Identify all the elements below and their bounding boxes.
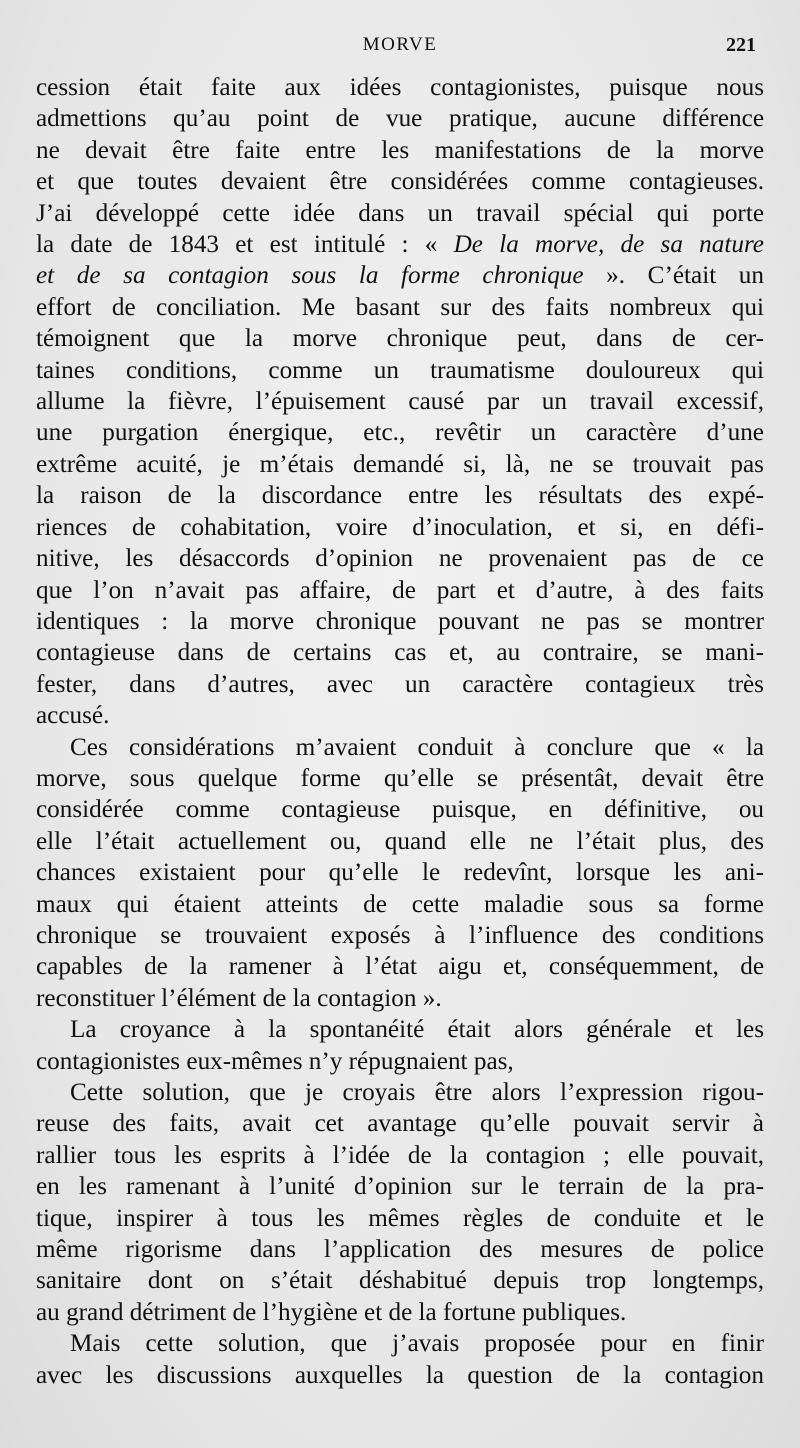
text-line: fester, dans d’autres, avec un caractère contagieux très bbox=[36, 670, 764, 698]
text-line-with-italic-title: et de sa contagion sous la forme chronique ». C’était un bbox=[36, 262, 764, 290]
paragraph-end-line: au grand détriment de l’hygiène et de la fortune publiques. bbox=[36, 1298, 627, 1326]
text-line: chances existaient pour qu’elle le redevînt, lorsque les ani- bbox=[36, 859, 764, 887]
text-line: la raison de la discordance entre les résultats des expé- bbox=[36, 482, 764, 510]
text-line: allume la fièvre, l’épuisement causé par un travail excessif, bbox=[36, 388, 764, 416]
text-line: maux qui étaient atteints de cette maladie sous sa forme bbox=[36, 890, 764, 918]
paragraph-end-line: reconstituer l’élément de la contagion ». bbox=[36, 984, 442, 1012]
text-line: capables de la ramener à l’état aigu et, conséquemment, de bbox=[36, 953, 764, 981]
text-line: riences de cohabitation, voire d’inoculation, et si, en défi- bbox=[36, 513, 764, 541]
text-line: considérée comme contagieuse puisque, en définitive, ou bbox=[36, 796, 764, 824]
text-line: taines conditions, comme un traumatisme douloureux qui bbox=[36, 356, 764, 384]
text-line: J’ai développé cette idée dans un travail spécial qui porte bbox=[36, 199, 764, 227]
body-text bbox=[36, 72, 764, 1391]
text-line: contagieuse dans de certains cas et, au contraire, se mani- bbox=[36, 639, 764, 667]
text-line: chronique se trouvaient exposés à l’influence des conditions bbox=[36, 921, 764, 949]
italic-title-fragment: et de sa contagion sous la forme chronique bbox=[36, 262, 584, 290]
paragraph-end-line: contagionistes eux-mêmes n’y répugnaient pas, bbox=[36, 1047, 514, 1075]
text-line: tique, inspirer à tous les mêmes règles de conduite et le bbox=[36, 1204, 764, 1232]
text-line: admettions qu’au point de vue pratique, aucune différence bbox=[36, 105, 764, 133]
text-line: reuse des faits, avait cet avantage qu’elle pouvait servir à bbox=[36, 1110, 764, 1138]
text-line: identiques : la morve chronique pouvant ne pas se montrer bbox=[36, 607, 764, 635]
text-line: sanitaire dont on s’était déshabitué depuis trop longtemps, bbox=[36, 1267, 764, 1295]
text-line: nitive, les désaccords d’opinion ne provenaient pas de ce bbox=[36, 545, 764, 573]
text-line: cession était faite aux idées contagionistes, puisque nous bbox=[36, 74, 764, 101]
text-line: ne devait être faite entre les manifestations de la morve bbox=[36, 136, 764, 164]
paragraph-start-line: Cette solution, que je croyais être alors l’expression rigou- bbox=[70, 1079, 764, 1106]
text-line-with-italic-title: la date de 1843 et est intitulé : « De la morve, de sa nature bbox=[36, 231, 764, 259]
text-line: extrême acuité, je m’étais demandé si, là, ne se trouvait pas bbox=[36, 450, 764, 478]
italic-title-fragment: De la morve, de sa nature bbox=[453, 231, 764, 259]
text-line: que l’on n’avait pas affaire, de part et d’autre, à des faits bbox=[36, 576, 764, 604]
page-header bbox=[0, 30, 800, 64]
text-line: morve, sous quelque forme qu’elle se présentât, devait être bbox=[36, 764, 764, 792]
text-line: même rigorisme dans l’application des mesures de police bbox=[36, 1236, 764, 1264]
paragraph-start-line: Mais cette solution, que j’avais proposée pour en finir bbox=[70, 1330, 764, 1358]
page-number: 221 bbox=[726, 34, 756, 56]
text-line: rallier tous les esprits à l’idée de la contagion ; elle pouvait, bbox=[36, 1141, 764, 1169]
text-line: une purgation énergique, etc., revêtir un caractère d’une bbox=[36, 419, 764, 447]
paragraph-start-line: La croyance à la spontanéité était alors générale et les bbox=[70, 1016, 764, 1044]
paragraph-start-line: Ces considérations m’avaient conduit à conclure que « la bbox=[70, 733, 764, 761]
running-title: MORVE bbox=[362, 34, 438, 55]
text-line: effort de conciliation. Me basant sur des faits nombreux qui bbox=[36, 293, 764, 321]
text-line: et que toutes devaient être considérées comme contagieuses. bbox=[36, 168, 764, 196]
text-line: avec les discussions auxquelles la question de la contagion bbox=[36, 1361, 764, 1389]
text-line: elle l’était actuellement ou, quand elle ne l’était plus, des bbox=[36, 827, 764, 855]
paragraph-end-line: accusé. bbox=[36, 702, 110, 730]
text-line: en les ramenant à l’unité d’opinion sur le terrain de la pra- bbox=[36, 1173, 764, 1201]
text-line: témoignent que la morve chronique peut, dans de cer- bbox=[36, 325, 764, 353]
